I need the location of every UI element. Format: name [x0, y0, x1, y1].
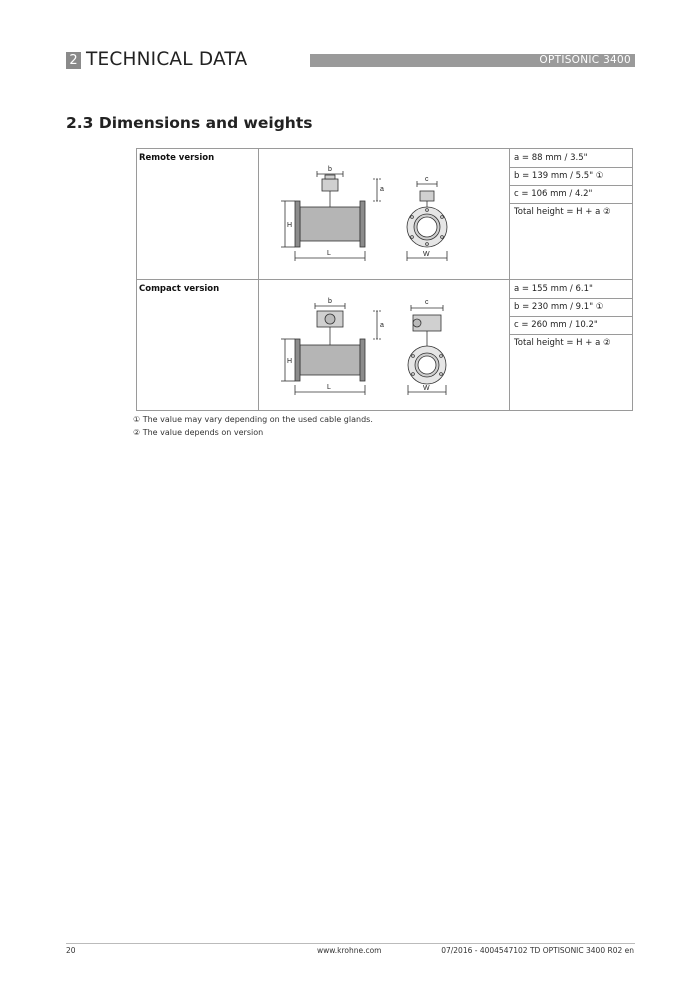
row-divider	[137, 279, 632, 280]
spec-divider	[509, 316, 632, 317]
label-a: a	[380, 322, 384, 329]
spec-b: b = 230 mm / 9.1" ①	[514, 302, 604, 312]
label-w: W	[423, 385, 430, 392]
spec-divider	[509, 334, 632, 335]
spec-c: c = 106 mm / 4.2"	[514, 189, 593, 199]
footer-url: www.krohne.com	[317, 946, 382, 955]
chapter-number: 2	[66, 52, 81, 69]
compact-version-drawing	[267, 293, 507, 405]
spec-total-height: Total height = H + a ②	[514, 338, 611, 348]
footnote-2: ② The value depends on version	[133, 428, 264, 437]
spec-b: b = 139 mm / 5.5" ①	[514, 171, 604, 181]
label-l: L	[327, 384, 331, 391]
spec-divider	[509, 185, 632, 186]
spec-c: c = 260 mm / 10.2"	[514, 320, 598, 330]
label-l: L	[327, 250, 331, 257]
footer-doc-id: 07/2016 - 4004547102 TD OPTISONIC 3400 R02 en	[441, 946, 634, 955]
footnote-1: ① The value may vary depending on the used cable glands.	[133, 415, 373, 424]
spec-divider	[509, 298, 632, 299]
chapter-title: TECHNICAL DATA	[86, 49, 248, 70]
label-b: b	[328, 298, 332, 305]
label-w: W	[423, 251, 430, 258]
spec-divider	[509, 167, 632, 168]
remote-version-drawing	[267, 161, 507, 273]
dimensions-table	[136, 148, 633, 411]
label-a: a	[380, 186, 384, 193]
page-header	[66, 49, 635, 70]
page-number: 20	[66, 946, 76, 955]
footer-rule	[66, 943, 635, 944]
row-label-compact: Compact version	[139, 284, 220, 294]
row-label-remote: Remote version	[139, 153, 215, 163]
spec-a: a = 88 mm / 3.5"	[514, 153, 588, 163]
label-c: c	[425, 299, 429, 306]
header-bar	[310, 54, 635, 67]
label-h: H	[287, 222, 293, 229]
spec-divider	[509, 203, 632, 204]
section-title: 2.3 Dimensions and weights	[66, 114, 313, 132]
spec-total-height: Total height = H + a ②	[514, 207, 611, 217]
label-h: H	[287, 358, 293, 365]
label-b: b	[328, 166, 332, 173]
label-c: c	[425, 176, 429, 183]
spec-a: a = 155 mm / 6.1"	[514, 284, 593, 294]
product-name: OPTISONIC 3400	[539, 54, 631, 66]
